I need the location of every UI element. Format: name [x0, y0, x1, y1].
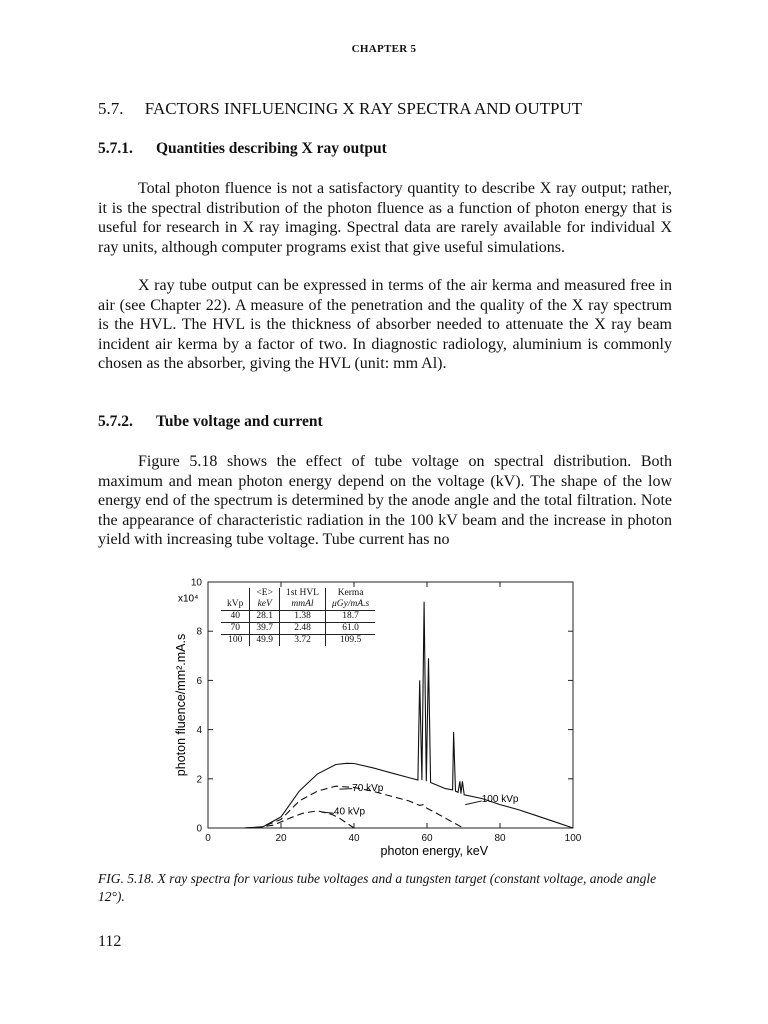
subsection-number: 5.7.2.	[98, 413, 133, 430]
y-tick-label: 8	[196, 626, 202, 638]
table-header-cell	[221, 588, 250, 599]
page-number: 112	[98, 933, 122, 950]
table-cell: 70	[221, 623, 250, 635]
table-cell: 28.1	[250, 611, 280, 623]
subsection-heading-2	[98, 413, 323, 431]
table-header-cell: Kerma	[326, 588, 376, 599]
table-row	[221, 635, 375, 647]
figure-caption: FIG. 5.18. X ray spectra for various tube voltages and a tungsten target (constant voltage, anode angle 12°).	[98, 871, 657, 904]
y-multiplier: x10⁴	[178, 593, 199, 605]
table-header-cell: keV	[250, 599, 280, 611]
table-cell: 2.48	[280, 623, 326, 635]
table-header-cell: μGy/mA.s	[326, 599, 376, 611]
table-units-row	[221, 599, 375, 611]
paragraph	[98, 276, 672, 374]
paragraph-text: Figure 5.18 shows the effect of tube voltage on spectral distribution. Both maximum and mean photon energy depend on the voltage (kV). The shape of the low energy end of the spectrum is determined by the anode angle and the total filtration. Note the appearance of characteristic radiation in the 100 kV beam and the increase in photon yield with increasing tube voltage. Tube current has no	[98, 453, 672, 549]
paragraph	[98, 179, 672, 257]
table-header-cell: mmAl	[280, 599, 326, 611]
table-header-cell: kVp	[227, 599, 244, 609]
section-heading	[98, 99, 582, 119]
label-40kvp: 40 kVp	[333, 806, 366, 818]
table-header-cell: <E>	[250, 588, 280, 599]
table-cell: 100	[221, 635, 250, 647]
table-cell: 39.7	[250, 623, 280, 635]
subsection-heading-1	[98, 140, 387, 158]
table-cell: 61.0	[326, 623, 376, 635]
paragraph-text: Total photon fluence is not a satisfactory quantity to describe X ray output; rather, it is the spectral distribution of the photon fluence as a function of photon energy that is useful for research in X ray imaging. Spectral data are rarely available for individual X ray units, although computer programs exist that give useful simulations.	[98, 180, 672, 256]
x-tick-label: 40	[348, 833, 360, 844]
table-cell: 40	[221, 611, 250, 623]
x-tick-label: 0	[205, 833, 211, 844]
table-row	[221, 611, 375, 623]
section-number: 5.7.	[98, 99, 124, 118]
y-tick-label: 4	[196, 725, 202, 737]
table-cell: 49.9	[250, 635, 280, 647]
y-axis-label: photon fluence/mm².mA.s	[174, 633, 188, 777]
table-cell: 1.38	[280, 611, 326, 623]
y-tick-label: 10	[190, 577, 202, 589]
y-tick-label: 6	[196, 675, 202, 687]
x-tick-label: 60	[421, 833, 433, 844]
table-cell: 18.7	[326, 611, 376, 623]
subsection-number: 5.7.1.	[98, 140, 133, 157]
table-row	[221, 623, 375, 635]
label-70kvp: 70 kVp	[352, 783, 384, 795]
paragraph	[98, 452, 672, 550]
spectra-legend-table	[221, 588, 375, 646]
table-cell: 109.5	[326, 635, 376, 647]
leader-100kvp	[465, 801, 481, 805]
x-axis-label: photon energy, keV	[380, 844, 489, 858]
section-title: FACTORS INFLUENCING X RAY SPECTRA AND OUTPUT	[144, 99, 583, 118]
running-head: CHAPTER 5	[351, 43, 417, 55]
label-100kvp: 100 kVp	[481, 794, 519, 806]
subsection-title: Quantities describing X ray output	[156, 140, 387, 157]
y-tick-label: 2	[196, 774, 202, 786]
paragraph-text: X ray tube output can be expressed in terms of the air kerma and measured free in air (see Chapter 22). A measure of the penetration and the quality of the X ray spectrum is the HVL. The HVL is the thickness of absorber needed to attenuate the X ray beam incident air kerma by a factor of two. In diagnostic radiology, aluminium is commonly chosen as the absorber, giving the HVL (unit: mm Al).	[98, 277, 672, 373]
table-cell: 3.72	[280, 635, 326, 647]
table-header-cell: 1st HVL	[280, 588, 326, 599]
table-header-row	[221, 588, 375, 599]
leader-40kvp	[321, 812, 334, 813]
x-tick-label: 80	[494, 833, 506, 844]
subsection-title: Tube voltage and current	[156, 413, 323, 430]
y-tick-label: 0	[196, 823, 202, 835]
x-tick-label: 20	[275, 833, 287, 844]
x-tick-label: 100	[564, 833, 582, 844]
